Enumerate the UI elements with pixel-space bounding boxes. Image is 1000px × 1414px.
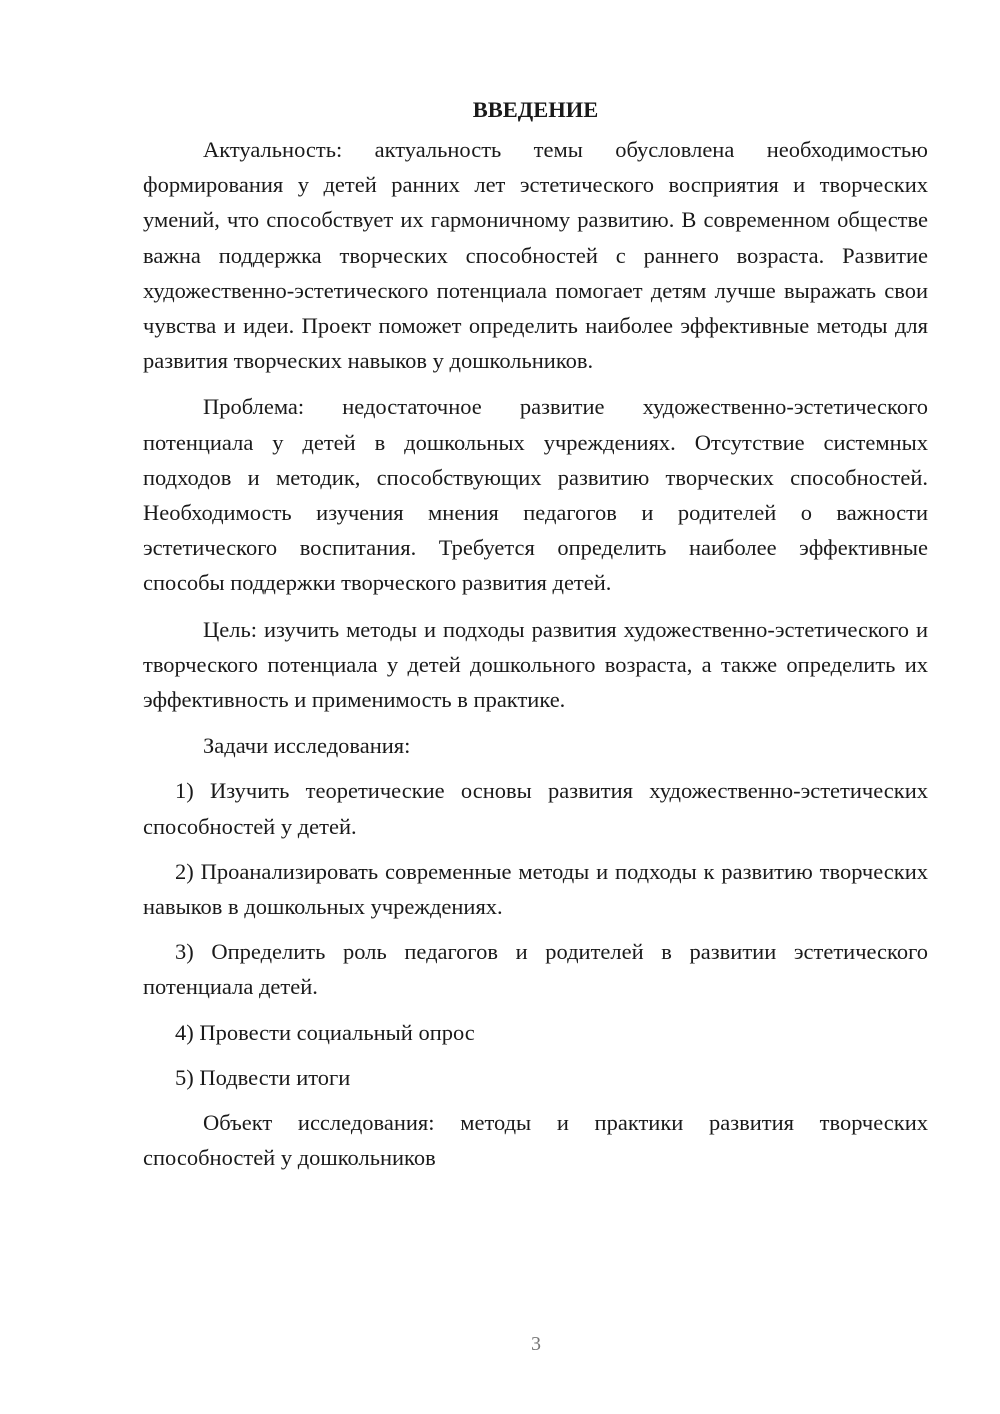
problem-paragraph: Проблема: недостаточное развитие художественно-эстетического потенциала у детей в дошкольных учреждениях. Отсутствие системных подходов и методик, способствующих развитию творческих способностей. Необходимость изучения мнения педагогов и родителей о важности эстетического воспитания. Требуется определить наиболее эффективные способы поддержки творческого развития детей. — [143, 394, 928, 596]
task-item: 2) Проанализировать современные методы и подходы к развитию творческих навыков в дошкольных учреждениях. — [143, 858, 928, 920]
task-item: 1) Изучить теоретические основы развития художественно-эстетических способностей у детей. — [143, 778, 928, 839]
task-item: 5) Подвести итоги — [175, 1064, 351, 1090]
section-heading: ВВЕДЕНИЕ — [472, 97, 599, 122]
task-item: 4) Провести социальный опрос — [175, 1019, 475, 1045]
page-number: 3 — [531, 1333, 541, 1355]
object-paragraph: Объект исследования: методы и практики развития творческих способностей у дошкольников — [143, 1110, 928, 1171]
tasks-heading: Задачи исследования: — [203, 733, 411, 759]
goal-paragraph: Цель: изучить методы и подходы развития художественно-эстетического и творческого потенциала у детей дошкольного возраста, а также определить их эффективность и применимость в практике. — [143, 616, 928, 713]
relevance-paragraph: Актуальность: актуальность темы обусловлена необходимостью формирования у детей ранних лет эстетического восприятия и творческих умений, что способствует их гармоничному развитию. В современном обществе важна поддержка творческих способностей с раннего возраста. Развитие художественно-эстетического потенциала помогает детям лучше выражать свои чувства и идеи. Проект поможет определить наиболее эффективные методы для развития творческих навыков у дошкольников. — [143, 137, 928, 374]
document-body — [143, 92, 928, 1175]
task-item: 3) Определить роль педагогов и родителей в развитии эстетического потенциала детей. — [143, 939, 928, 1000]
